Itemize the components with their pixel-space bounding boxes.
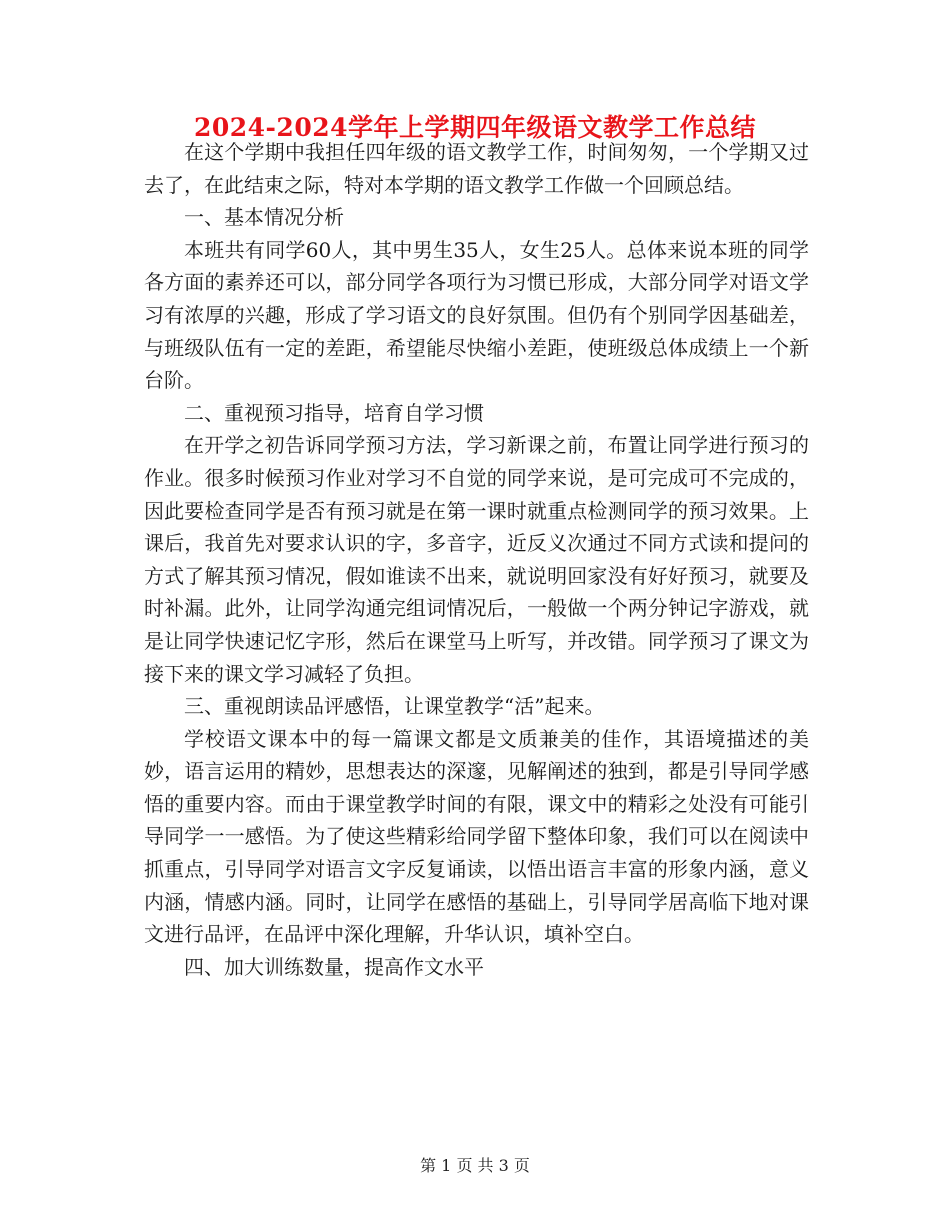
paragraph-2: 在开学之初告诉同学预习方法，学习新课之前，布置让同学进行预习的作业。很多时候预习作业对学习不自觉的同学来说，是可完成可不完成的，因此要检查同学是否有预习就是在第一课时就重点检测同学的预习效果。上课后，我首先对要求认识的字，多音字，近反义次通过不同方式读和提问的方式了解其预习情况，假如谁读不出来，就说明回家没有好好预习，就要及时补漏。此外，让同学沟通完组词情况后，一般做一个两分钟记字游戏，就是让同学快速记忆字形，然后在课堂马上听写，并改错。同学预习了课文为接下来的课文学习减轻了负担。 — [144, 433, 809, 686]
document-title: 2024-2024学年上学期四年级语文教学工作总结 — [193, 113, 757, 142]
document-body — [144, 136, 809, 983]
page-number-footer: 第 1 页 共 3 页 — [420, 1156, 530, 1175]
paragraph-1: 本班共有同学60人，其中男生35人，女生25人。总体来说本班的同学各方面的素养还可以，部分同学各项行为习惯已形成，大部分同学对语文学习有浓厚的兴趣，形成了学习语文的良好氛围。但仍有个别同学因基础差，与班级队伍有一定的差距，希望能尽快缩小差距，使班级总体成绩上一个新台阶。 — [144, 237, 809, 393]
section-heading-1: 一、基本情况分析 — [184, 205, 344, 230]
section-heading-3: 三、重视朗读品评感悟，让课堂教学“活”起来。 — [184, 694, 605, 719]
paragraph-3: 学校语文课本中的每一篇课文都是文质兼美的佳作，其语境描述的美妙，语言运用的精妙，思想表达的深邃，见解阐述的独到，都是引导同学感悟的重要内容。而由于课堂教学时间的有限，课文中的精彩之处没有可能引导同学一一感悟。为了使这些精彩给同学留下整体印象，我们可以在阅读中抓重点，引导同学对语言文字反复诵读，以悟出语言丰富的形象内涵，意义内涵，情感内涵。同时，让同学在感悟的基础上，引导同学居高临下地对课文进行品评，在品评中深化理解，升华认识，填补空白。 — [144, 726, 809, 947]
section-heading-2: 二、重视预习指导，培育自学习惯 — [184, 400, 484, 425]
section-heading-4: 四、加大训练数量，提高作文水平 — [184, 954, 484, 979]
paragraph-intro: 在这个学期中我担任四年级的语文教学工作，时间匆匆，一个学期又过去了，在此结束之际，特对本学期的语文教学工作做一个回顾总结。 — [144, 140, 809, 197]
